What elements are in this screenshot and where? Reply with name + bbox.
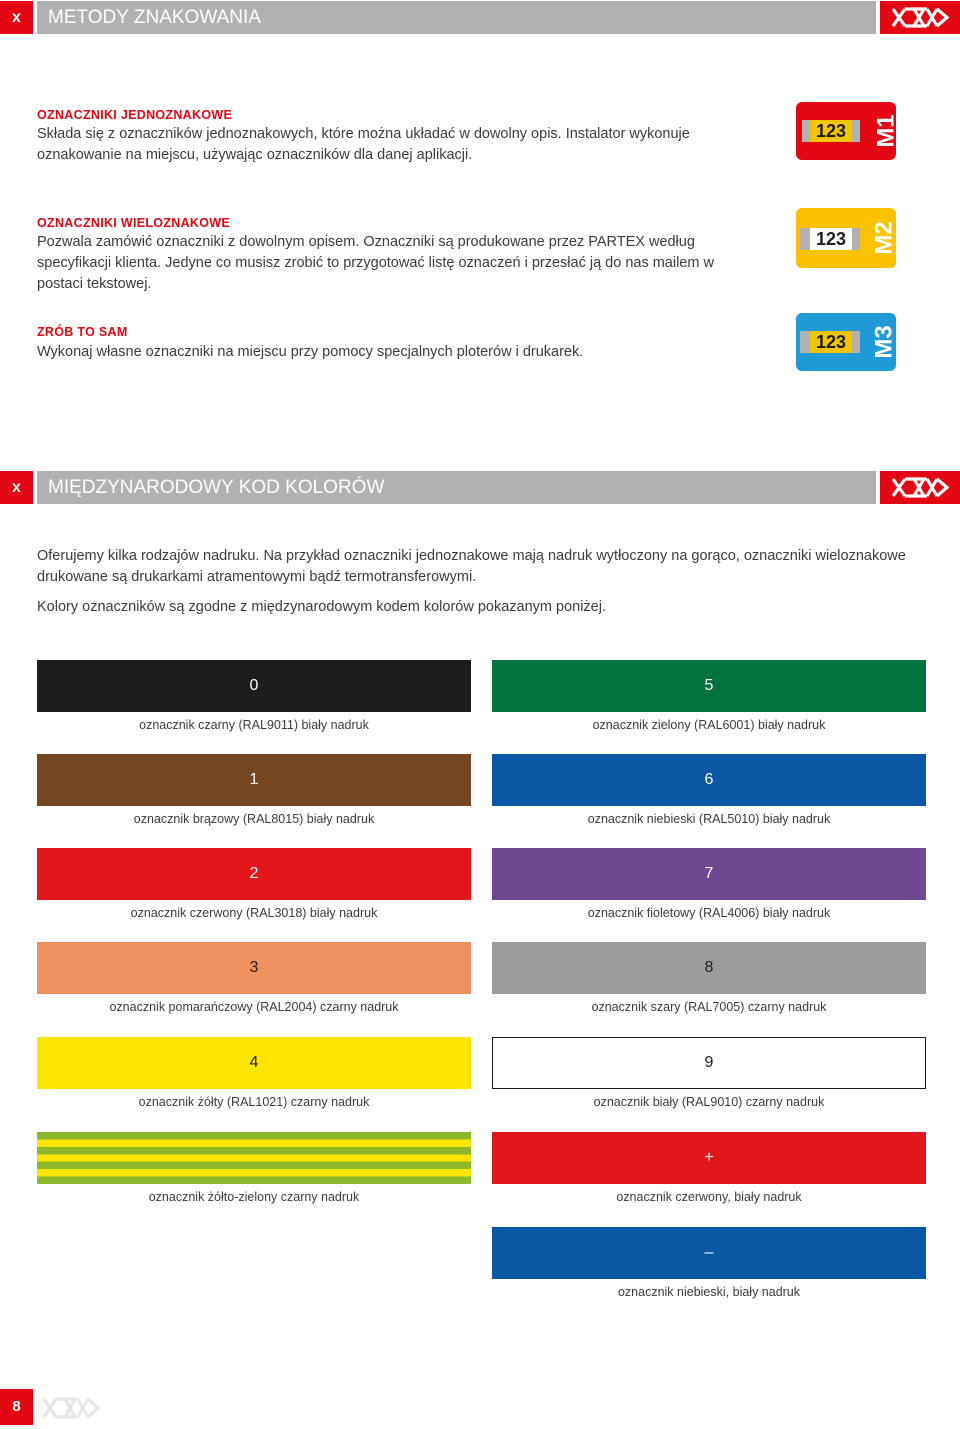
color-label: oznacznik żółty (RAL1021) czarny nadruk <box>138 1095 370 1109</box>
color-label: oznacznik żółto-zielony czarny nadruk <box>148 1190 360 1204</box>
color-swatch <box>37 1037 471 1089</box>
color-swatch-item <box>37 942 471 1015</box>
badge-digits: 123 <box>815 332 847 352</box>
section-text-diy: Wykonaj własne oznaczniki na miejscu przy pomocy specjalnych ploterów i drukarek. <box>37 344 584 360</box>
color-code: 3 <box>249 959 259 976</box>
badge-digits: 123 <box>815 229 847 249</box>
color-swatch-item <box>37 1132 471 1205</box>
color-swatch <box>492 1227 926 1279</box>
color-swatch-item <box>37 1037 471 1110</box>
color-swatch <box>37 1132 471 1184</box>
intro-paragraph-1: Oferujemy kilka rodzajów nadruku. Na przykład oznaczniki jednoznakowe mają nadruk wytłoczony na gorąco, oznaczniki wieloznakowe drukowane są drukarkami atramentowymi bądź termotransferowymi. <box>37 548 906 585</box>
footer-logo-icon <box>38 1393 110 1428</box>
header-title: METODY ZNAKOWANIA <box>48 7 261 28</box>
color-label: oznacznik czarny (RAL9011) biały nadruk <box>139 718 369 732</box>
badge-label: M1 <box>872 114 900 148</box>
color-swatch <box>492 942 926 994</box>
header-title: MIĘDZYNARODOWY KOD KOLORÓW <box>48 477 385 498</box>
color-swatch-item <box>492 1227 926 1300</box>
header-bar <box>37 471 876 504</box>
color-label: oznacznik brązowy (RAL8015) biały nadruk <box>133 812 375 826</box>
color-code: 2 <box>249 865 259 882</box>
color-swatch <box>492 660 926 712</box>
section-title-multi: OZNACZNIKI WIELOZNAKOWE <box>37 216 230 230</box>
color-swatch-item <box>37 848 471 921</box>
color-label: oznacznik biały (RAL9010) czarny nadruk <box>593 1095 825 1109</box>
section-title-diy: ZRÓB TO SAM <box>37 325 128 339</box>
color-code: + <box>704 1149 714 1166</box>
color-swatch <box>492 1132 926 1184</box>
color-swatch-item <box>492 660 926 733</box>
section-header-colors <box>0 471 960 504</box>
color-swatch-item <box>37 660 471 733</box>
color-code: 5 <box>704 677 714 694</box>
marker-badge-m3 <box>796 313 896 376</box>
marker-badge-m1 <box>796 102 900 165</box>
badge-digits: 123 <box>815 121 847 141</box>
color-label: oznacznik czerwony, biały nadruk <box>616 1190 802 1204</box>
color-code: 7 <box>704 865 714 882</box>
color-code: 0 <box>249 677 259 694</box>
color-label: oznacznik czerwony (RAL3018) biały nadruk <box>130 906 378 920</box>
color-label: oznacznik pomarańczowy (RAL2004) czarny nadruk <box>109 1000 399 1014</box>
badge-label: M2 <box>870 221 898 255</box>
color-swatch <box>492 1037 926 1089</box>
color-label: oznacznik niebieski, biały nadruk <box>617 1285 801 1299</box>
intro-paragraph-2: Kolory oznaczników są zgodne z międzynarodowym kodem kolorów pokazanym poniżej. <box>37 599 606 615</box>
header-marker: x <box>0 471 33 504</box>
section-text-single: Składa się z oznaczników jednoznakowych, które można układać w dowolny opis. Instalator wykonuje oznakowanie na miejscu, używając oznaczników dla danej aplikacji. <box>37 126 690 163</box>
color-code: 4 <box>249 1054 259 1071</box>
color-code: 9 <box>704 1054 714 1071</box>
section-text-multi: Pozwala zamówić oznaczniki z dowolnym opisem. Oznaczniki są produkowane przez PARTEX według specyfikacji klienta. Jedyne co musisz zrobić to przygotować listę oznaczeń i przesłać ją do nas mailem w postaci tekstowej. <box>37 234 714 292</box>
color-swatch <box>37 754 471 806</box>
color-label: oznacznik niebieski (RAL5010) biały nadruk <box>587 812 831 826</box>
color-swatch-item <box>492 942 926 1015</box>
color-code: 1 <box>249 771 259 788</box>
color-swatch <box>37 848 471 900</box>
color-label: oznacznik zielony (RAL6001) biały nadruk <box>592 718 826 732</box>
color-swatch-item <box>492 1037 926 1110</box>
color-swatch-item <box>492 1132 926 1205</box>
color-swatch-item <box>492 848 926 921</box>
brand-logo-icon <box>880 1 960 34</box>
section-header-methods <box>0 1 960 34</box>
color-code: – <box>704 1244 714 1261</box>
color-label: oznacznik fioletowy (RAL4006) biały nadruk <box>587 906 831 920</box>
color-swatch <box>492 848 926 900</box>
color-swatch <box>37 942 471 994</box>
brand-logo-icon <box>880 471 960 504</box>
color-swatch <box>492 754 926 806</box>
page-number: 8 <box>0 1389 33 1425</box>
badge-label: M3 <box>870 325 898 359</box>
color-label: oznacznik szary (RAL7005) czarny nadruk <box>591 1000 827 1014</box>
header-bar <box>37 1 876 34</box>
color-code: 6 <box>704 771 714 788</box>
section-title-single: OZNACZNIKI JEDNOZNAKOWE <box>37 108 233 122</box>
color-swatch <box>37 660 471 712</box>
color-swatch-item <box>37 754 471 827</box>
color-code: 8 <box>704 959 714 976</box>
header-marker: x <box>0 1 33 34</box>
color-swatch-item <box>492 754 926 827</box>
marker-badge-m2 <box>796 208 896 273</box>
